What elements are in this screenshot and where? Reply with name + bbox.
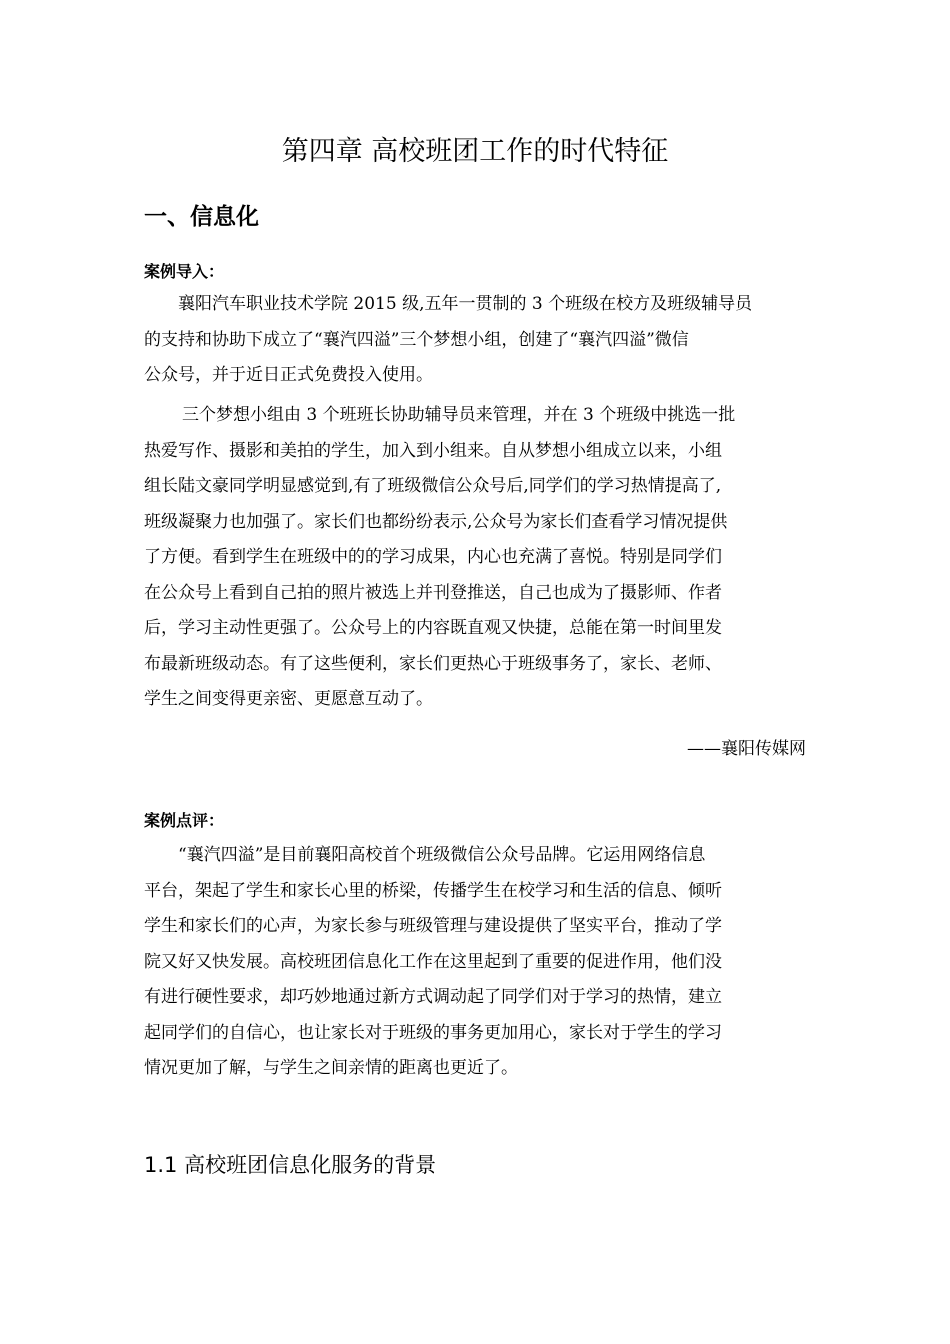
paragraph-line: 院又好又快发展。高校班团信息化工作在这里起到了重要的促进作用，他们没 (144, 951, 722, 972)
paragraph-line: 平台，架起了学生和家长心里的桥梁，传播学生在校学习和生活的信息、倾听 (144, 880, 722, 901)
case-review-paragraph (144, 838, 806, 1087)
case-intro-paragraph-1 (144, 287, 806, 394)
paragraph-line: 学生和家长们的心声，为家长参与班级管理与建设提供了坚实平台，推动了学 (144, 916, 722, 936)
paragraph-line: 在公众号上看到自己拍的照片被选上并刊登推送，自己也成为了摄影师、作者 (144, 582, 722, 603)
case-intro-paragraph-2 (144, 398, 806, 718)
paragraph-line: 有进行硬性要求，却巧妙地通过新方式调动起了同学们对于学习的热情，建立 (144, 987, 722, 1007)
paragraph-line: 布最新班级动态。有了这些便利，家长们更热心于班级事务了，家长、老师、 (144, 653, 722, 674)
paragraph-line: 公众号，并于近日正式免费投入使用。 (144, 365, 433, 385)
subsection-title: 1.1 高校班团信息化服务的背景 (144, 1153, 437, 1177)
chapter-title: 第四章 高校班团工作的时代特征 (281, 136, 669, 167)
paragraph-line: 了方便。看到学生在班级中的的学习成果，内心也充满了喜悦。特别是同学们 (144, 547, 722, 567)
case-intro-label: 案例导入： (144, 262, 225, 281)
paragraph-line: 班级凝聚力也加强了。家长们也都纷纷表示,公众号为家长们查看学习情况提供 (144, 511, 728, 532)
paragraph-line: 后，学习主动性更强了。公众号上的内容既直观又快捷，总能在第一时间里发 (144, 618, 722, 638)
paragraph-line: 组长陆文豪同学明显感觉到,有了班级微信公众号后,同学们的学习热情提高了, (144, 476, 722, 496)
paragraph-line: 襄阳汽车职业技术学院 2015 级,五年一贯制的 3 个班级在校方及班级辅导员 (178, 294, 753, 314)
paragraph-line: 起同学们的自信心，也让家长对于班级的事务更加用心，家长对于学生的学习 (144, 1022, 722, 1043)
paragraph-line: 学生之间变得更亲密、更愿意互动了。 (144, 689, 433, 709)
source-attribution: ——襄阳传媒网 (687, 739, 806, 759)
case-review-label: 案例点评： (144, 811, 225, 830)
section-title: 一、信息化 (144, 204, 259, 230)
paragraph-line: 三个梦想小组由 3 个班班长协助辅导员来管理，并在 3 个班级中挑选一批 (182, 405, 736, 425)
paragraph-line: “襄汽四溢”是目前襄阳高校首个班级微信公众号品牌。它运用网络信息 (178, 845, 706, 865)
paragraph-line: 情况更加了解，与学生之间亲情的距离也更近了。 (144, 1058, 518, 1078)
paragraph-line: 的支持和协助下成立了“襄汽四溢”三个梦想小组，创建了“襄汽四溢”微信 (144, 329, 689, 350)
paragraph-line: 热爱写作、摄影和美拍的学生，加入到小组来。自从梦想小组成立以来，小组 (144, 440, 722, 461)
